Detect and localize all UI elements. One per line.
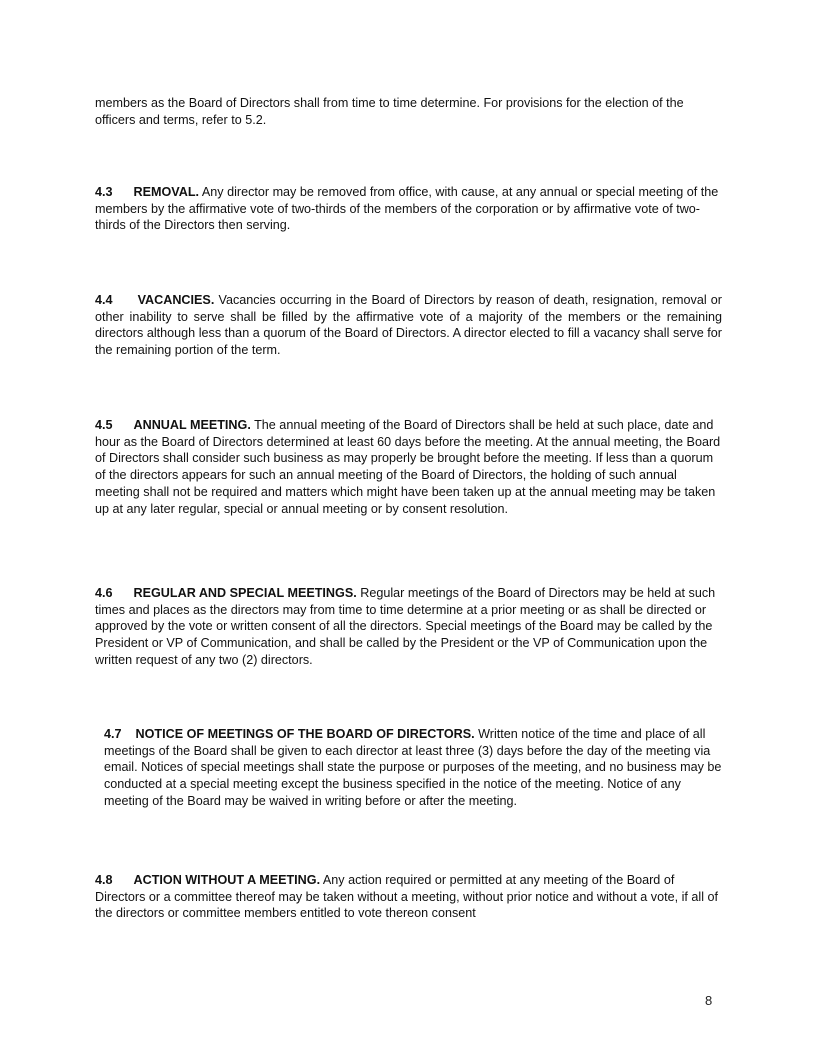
section-heading: ACTION WITHOUT A MEETING. <box>133 873 321 887</box>
continuation-paragraph <box>95 95 722 128</box>
section-body: Written notice of the time and place of all meetings of the Board shall be given to each director at least three (3) days before the day of the meeting via email. Notices of special meetings shall state the purpose or purposes of the meeting, and no business may be conducted at a special meeting except the business specified in the notice of the meeting. Notice of any meeting of the Board may be waived in writing before or after the meeting. <box>104 727 722 808</box>
section-number: 4.4 <box>95 293 113 307</box>
section-body: Any action required or permitted at any meeting of the Board of Directors or a committee thereof may be taken without a meeting, without prior notice and without a vote, if all of the directors or committee members entitled to vote thereon consent <box>95 873 718 921</box>
section-number: 4.7 <box>104 727 122 741</box>
section-4-3 <box>95 184 722 234</box>
section-heading: VACANCIES. <box>137 293 215 307</box>
section-heading: REGULAR AND SPECIAL MEETINGS. <box>133 586 357 600</box>
section-body: Vacancies occurring in the Board of Directors by reason of death, resignation, removal or other inability to serve shall be filled by the affirmative vote of a majority of the members or the remaining directors although less than a quorum of the Board of Directors. A director elected to fill a vacancy shall serve for the remaining portion of the term. <box>95 293 722 358</box>
section-4-5 <box>95 417 722 517</box>
section-4-4 <box>95 292 722 359</box>
section-4-8 <box>95 872 722 922</box>
section-heading: ANNUAL MEETING. <box>133 418 251 432</box>
section-4-7 <box>104 726 722 810</box>
section-number: 4.6 <box>95 586 113 600</box>
section-heading: REMOVAL. <box>133 185 200 199</box>
section-body: Regular meetings of the Board of Directors may be held at such times and places as the directors may from time to time determine at a prior meeting or as shall be directed or approved by the vote or written consent of all the directors. Special meetings of the Board may be called by the President or VP of Communication, and shall be called by the President or the VP of Communication upon the written request of any two (2) directors. <box>95 586 716 667</box>
section-number: 4.8 <box>95 873 113 887</box>
section-body: The annual meeting of the Board of Directors shall be held at such place, date and hour as the Board of Directors determined at least 60 days before the meeting. At the annual meeting, the Board of Directors shall consider such business as may properly be brought before the meeting. If less than a quorum of the directors appears for such an annual meeting of the Board of Directors, the holding of such annual meeting shall not be required and matters which might have been taken up at the annual meeting may be taken up at any later regular, special or annual meeting or by consent resolution. <box>95 418 721 516</box>
section-4-6 <box>95 585 722 669</box>
section-number: 4.3 <box>95 185 113 199</box>
section-body: Any director may be removed from office, with cause, at any annual or special meeting of the members by the affirmative vote of two-thirds of the members of the corporation or by affirmative vote of two-thirds of the Directors then serving. <box>95 185 719 233</box>
section-heading: NOTICE OF MEETINGS OF THE BOARD OF DIRECTORS. <box>135 727 475 741</box>
continuation-text: members as the Board of Directors shall from time to time determine. For provisions for the election of the officers and terms, refer to 5.2. <box>95 96 684 127</box>
page-number: 8 <box>705 993 713 1008</box>
section-number: 4.5 <box>95 418 113 432</box>
